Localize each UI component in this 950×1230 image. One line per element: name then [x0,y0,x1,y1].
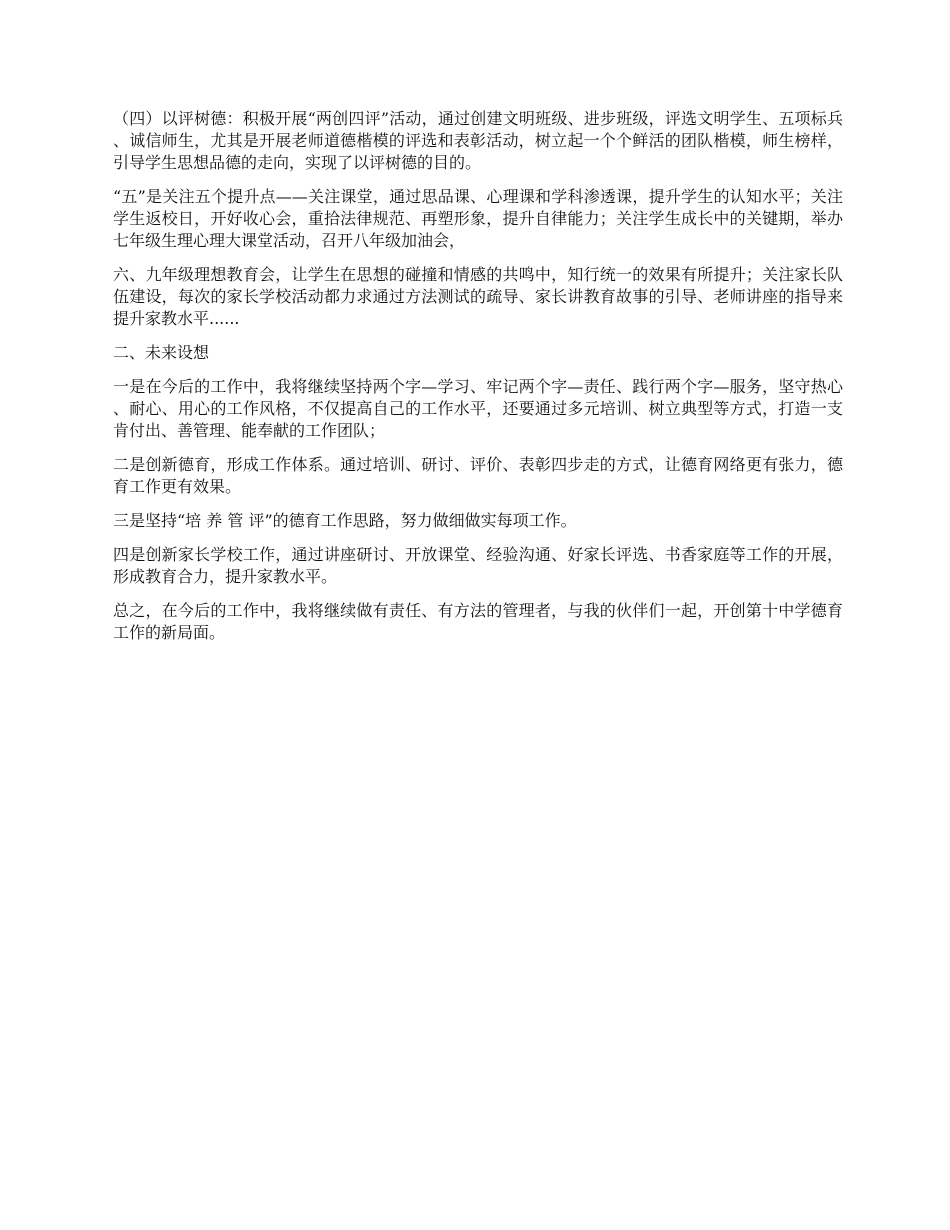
paragraph-plan-four: 四是创新家长学校工作，通过讲座研讨、开放课堂、经验沟通、好家长评选、书香家庭等工作的开展，形成教育合力，提升家教水平。 [113,545,843,586]
paragraph-ideal-education: 六、九年级理想教育会，让学生在思想的碰撞和情感的共鸣中，知行统一的效果有所提升；关注家长队伍建设，每次的家长学校活动都力求通过方法测试的疏导、家长讲教育故事的引导、老师讲座的指导来提升家教水平...... [113,265,843,328]
paragraph-plan-one: 一是在今后的工作中，我将继续坚持两个字—学习、牢记两个字—责任、践行两个字—服务，坚守热心、耐心、用心的工作风格，不仅提高自己的工作水平，还要通过多元培训、树立典型等方式，打造一支肯付出、善管理、能奉献的工作团队； [113,377,843,440]
paragraph-plan-three: 三是坚持“培 养 管 评”的德育工作思路，努力做细做实每项工作。 [113,511,577,530]
document-page [113,108,843,656]
section-heading-future-plans: 二、未来设想 [113,343,210,362]
paragraph-five-focus-points: “五”是关注五个提升点——关注课堂，通过思品课、心理课和学科渗透课，提升学生的认知水平；关注学生返校日，开好收心会，重拾法律规范、再塑形象，提升自律能力；关注学生成长中的关键期，举办七年级生理心理大课堂活动，召开八年级加油会， [113,187,843,250]
paragraph-plan-two: 二是创新德育，形成工作体系。通过培训、研讨、评价、表彰四步走的方式，让德育网络更有张力，德育工作更有效果。 [113,455,843,496]
paragraph-evaluation-virtue: （四）以评树德：积极开展“两创四评”活动，通过创建文明班级、进步班级，评选文明学生、五项标兵、诚信师生，尤其是开展老师道德楷模的评选和表彰活动，树立起一个个鲜活的团队楷模，师生榜样，引导学生思想品德的走向，实现了以评树德的目的。 [113,109,843,172]
paragraph-conclusion: 总之，在今后的工作中，我将继续做有责任、有方法的管理者，与我的伙伴们一起，开创第十中学德育工作的新局面。 [113,601,843,642]
